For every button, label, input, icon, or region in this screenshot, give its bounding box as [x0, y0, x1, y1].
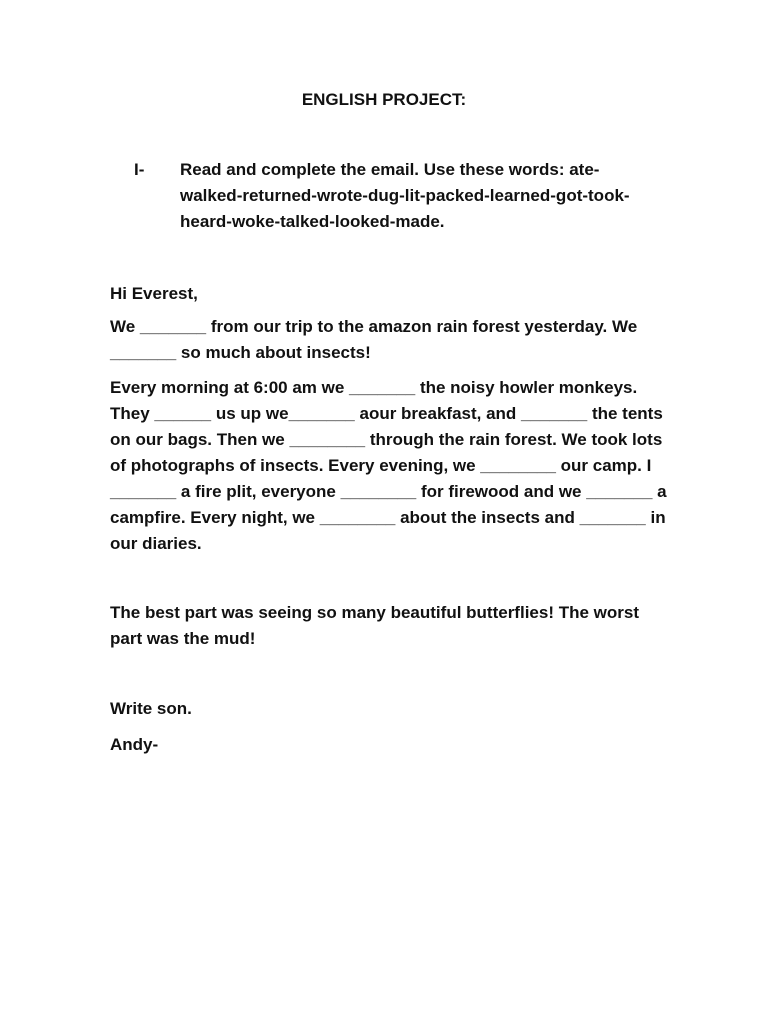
- email-paragraph-1: We _______ from our trip to the amazon rain forest yesterday. We _______ so much about insects!: [110, 317, 638, 362]
- email-paragraph-2: Every morning at 6:00 am we _______ the noisy howler monkeys. They ______ us up we_______ aour breakfast, and _______ the tents on our bags. Then we ________ through the rain forest. We took lots of photographs of insects. Every evening, we ________ our camp. I _______ a fire plit, everyone ________ for firewood and we _______ a campfire. Every night, we ________ about the insects and _______ in our diaries.: [110, 378, 667, 553]
- email-greeting: Hi Everest,: [110, 284, 198, 303]
- email-signature: Andy-: [110, 735, 159, 754]
- exercise-marker: I-: [134, 160, 145, 179]
- email-paragraph-3: The best part was seeing so many beautiful butterflies! The worst part was the mud!: [110, 603, 639, 648]
- exercise-block: [134, 157, 654, 235]
- page-title: ENGLISH PROJECT:: [301, 90, 467, 109]
- email-closing: Write son.: [110, 699, 192, 718]
- exercise-instruction: Read and complete the email. Use these words: ate-walked-returned-wrote-dug-lit-packed-learned-got-took-heard-woke-talked-looked-made.: [180, 160, 630, 231]
